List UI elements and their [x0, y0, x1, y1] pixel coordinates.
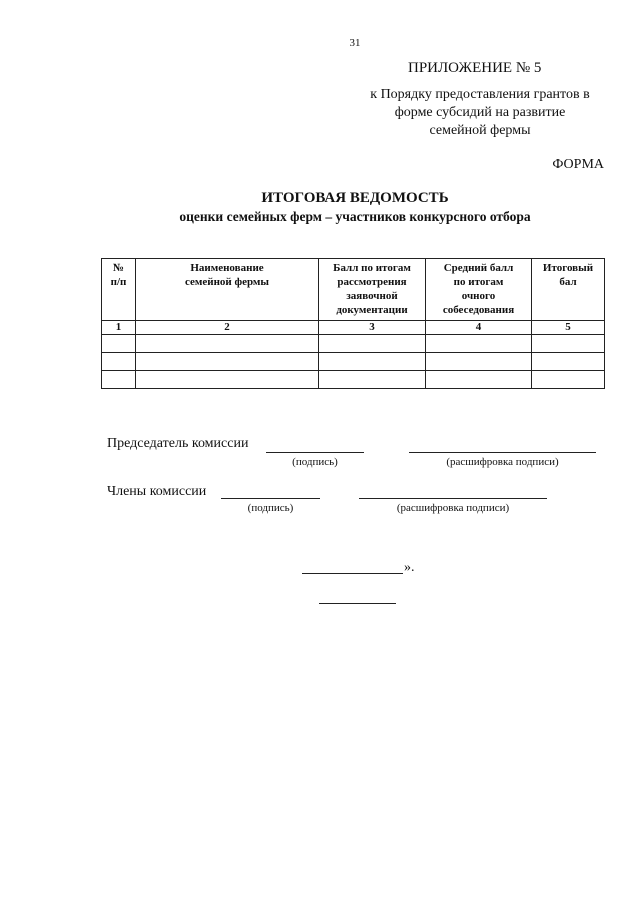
table-row	[102, 353, 605, 371]
header-line: бал	[559, 276, 577, 288]
table-row	[102, 371, 605, 389]
closing-mark: ».	[404, 560, 415, 575]
header-line: заявочной	[346, 290, 398, 302]
chairman-decoding-line	[409, 452, 596, 453]
header-line: рассмотрения	[337, 276, 407, 288]
form-label: ФОРМА	[552, 157, 604, 172]
table-cell	[532, 335, 605, 353]
header-farm-name	[136, 259, 319, 321]
decoding-hint: (расшифровка подписи)	[446, 456, 559, 468]
chairman-signature-line	[266, 452, 364, 453]
table-row	[102, 335, 605, 353]
signature-hint: (подпись)	[292, 456, 338, 468]
column-number: 1	[102, 321, 136, 335]
header-line: Средний балл	[443, 262, 514, 274]
header-final-score	[532, 259, 605, 321]
table-cell	[102, 371, 136, 389]
table-cell	[319, 335, 426, 353]
header-line: Наименование	[190, 262, 264, 274]
table-cell	[426, 371, 532, 389]
header-line: Итоговый	[542, 262, 594, 274]
header-line: п/п	[110, 276, 127, 288]
table-cell	[532, 353, 605, 371]
header-document-score	[319, 259, 426, 321]
column-number: 3	[319, 321, 426, 335]
header-interview-score	[426, 259, 532, 321]
date-line	[302, 573, 403, 574]
table-cell	[136, 371, 319, 389]
signature-hint: (подпись)	[247, 502, 294, 514]
table-cell	[426, 335, 532, 353]
document-title: ИТОГОВАЯ ВЕДОМОСТЬ	[261, 190, 449, 206]
members-label: Члены комиссии	[107, 484, 207, 499]
column-number: 2	[136, 321, 319, 335]
table-cell	[136, 335, 319, 353]
chairman-label: Председатель комиссии	[107, 436, 249, 451]
header-line: по итогам	[453, 276, 504, 288]
header-line: собеседования	[442, 304, 515, 316]
table-cell	[319, 353, 426, 371]
table-header-row	[102, 259, 605, 321]
table-cell	[532, 371, 605, 389]
members-signature-line	[221, 498, 320, 499]
table-cell	[102, 353, 136, 371]
header-line: очного	[461, 290, 496, 302]
header-line: №	[112, 262, 125, 274]
table-cell	[319, 371, 426, 389]
annex-title: ПРИЛОЖЕНИЕ № 5	[408, 60, 542, 76]
annex-subtitle-line: форме субсидий на развитие	[394, 105, 566, 120]
column-number: 4	[426, 321, 532, 335]
closing-separator	[319, 603, 396, 604]
header-line: семейной фермы	[184, 276, 270, 288]
header-line: документации	[336, 304, 408, 316]
rating-table	[101, 258, 605, 389]
header-index	[102, 259, 136, 321]
page-number: 31	[349, 37, 361, 49]
table-cell	[426, 353, 532, 371]
table-cell	[136, 353, 319, 371]
header-line: Балл по итогам	[333, 262, 411, 274]
decoding-hint: (расшифровка подписи)	[396, 502, 510, 514]
annex-subtitle-line: к Порядку предоставления грантов в	[370, 87, 590, 102]
members-decoding-line	[359, 498, 547, 499]
column-number: 5	[532, 321, 605, 335]
table-cell	[102, 335, 136, 353]
column-number-row	[102, 321, 605, 335]
document-subtitle: оценки семейных ферм – участников конкурсного отбора	[179, 209, 531, 224]
annex-subtitle-line: семейной фермы	[429, 123, 531, 138]
